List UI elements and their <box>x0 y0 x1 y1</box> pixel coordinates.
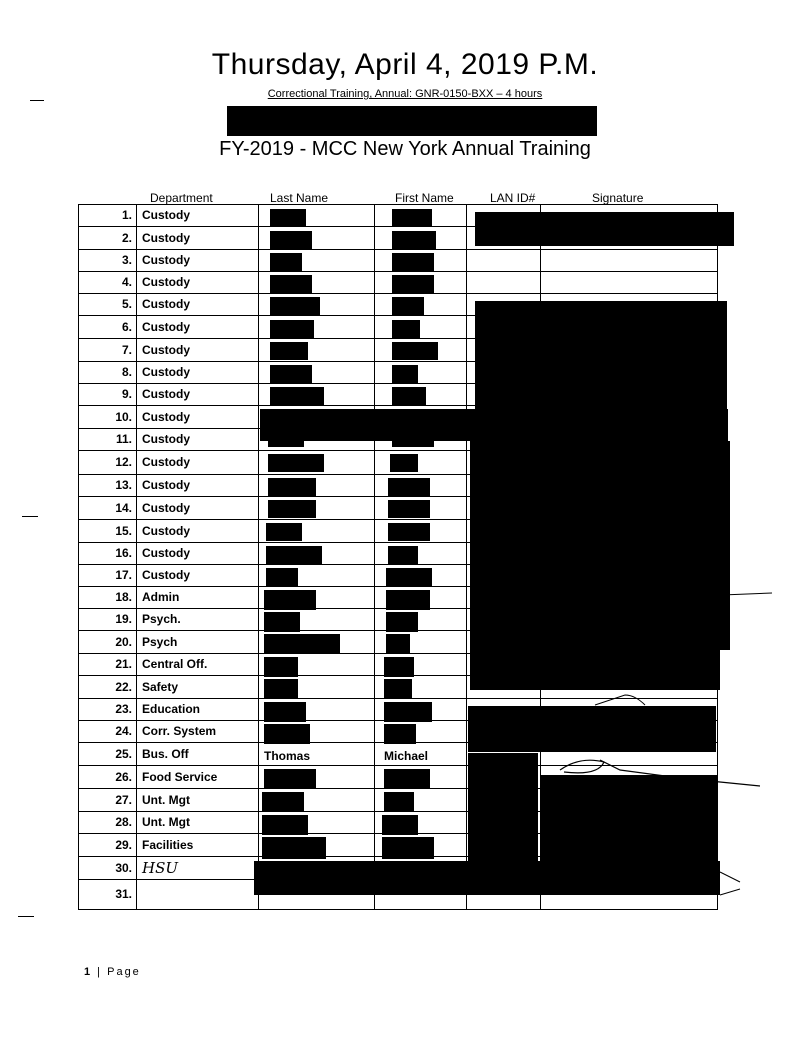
redaction-block <box>384 769 430 789</box>
redaction-block <box>254 861 720 895</box>
row-number: 30. <box>115 861 132 875</box>
redaction-block <box>266 568 298 586</box>
redaction-block <box>264 634 340 654</box>
row-number: 23. <box>115 702 132 716</box>
department-cell: Custody <box>142 320 190 334</box>
redaction-block <box>266 546 322 564</box>
row-number: 14. <box>115 501 132 515</box>
department-cell: Custody <box>142 568 190 582</box>
redaction-block <box>392 275 434 293</box>
redaction-block <box>468 753 538 861</box>
row-number: 10. <box>115 410 132 424</box>
redaction-block <box>386 634 410 654</box>
redaction-block <box>264 769 316 789</box>
redaction-block <box>264 657 298 677</box>
redaction-block <box>268 500 316 518</box>
department-cell: Custody <box>142 253 190 267</box>
department-cell: Custody <box>142 365 190 379</box>
row-number: 29. <box>115 838 132 852</box>
row-number: 16. <box>115 546 132 560</box>
row-number: 24. <box>115 724 132 738</box>
row-number: 27. <box>115 793 132 807</box>
redaction-block <box>264 590 316 610</box>
row-number: 6. <box>121 320 132 334</box>
department-cell: Custody <box>142 387 190 401</box>
department-cell: Food Service <box>142 770 218 784</box>
redaction-block <box>270 297 320 315</box>
redaction-block <box>392 320 420 338</box>
redaction-block <box>262 815 308 835</box>
department-cell: Custody <box>142 297 190 311</box>
row-number: 31. <box>115 887 132 901</box>
page-footer: 1 | Page <box>84 966 141 978</box>
redaction-block <box>475 301 727 409</box>
department-cell: Unt. Mgt <box>142 793 190 807</box>
redaction-block <box>270 365 312 383</box>
department-cell: Custody <box>142 343 190 357</box>
program-heading: FY-2019 - MCC New York Annual Training <box>219 138 591 160</box>
redaction-block <box>384 702 432 722</box>
row-number: 17. <box>115 568 132 582</box>
row-number: 12. <box>115 455 132 469</box>
redaction-block <box>388 500 430 518</box>
column-header-department: Department <box>150 191 213 205</box>
department-cell: Custody <box>142 275 190 289</box>
redaction-block <box>388 546 418 564</box>
first-name-cell: Michael <box>384 749 429 763</box>
redaction-block <box>264 612 300 632</box>
column-header-last-name: Last Name <box>270 191 329 205</box>
row-number: 28. <box>115 815 132 829</box>
redaction-block <box>392 387 426 405</box>
department-cell: Corr. System <box>142 724 217 738</box>
department-cell: Custody <box>142 546 190 560</box>
margin-mark <box>30 100 44 101</box>
redaction-block <box>392 365 418 383</box>
redaction-block <box>384 679 412 699</box>
redaction-block <box>392 209 432 227</box>
row-number: 8. <box>121 365 132 379</box>
column-header-lan-id: LAN ID# <box>490 191 536 205</box>
redaction-block <box>270 209 306 227</box>
department-cell: Admin <box>142 590 180 604</box>
department-cell: Unt. Mgt <box>142 815 190 829</box>
row-number: 21. <box>115 657 132 671</box>
row-number: 19. <box>115 612 132 626</box>
department-cell: Custody <box>142 231 190 245</box>
department-cell: Custody <box>142 524 190 538</box>
department-cell: Custody <box>142 501 190 515</box>
last-name-cell: Thomas <box>264 749 311 763</box>
redaction-block <box>392 231 436 249</box>
department-cell: Custody <box>142 208 190 222</box>
department-cell: Facilities <box>142 838 194 852</box>
redaction-block <box>392 297 424 315</box>
row-number: 1. <box>121 208 132 222</box>
redaction-block <box>388 478 430 496</box>
department-cell: Education <box>142 702 201 716</box>
row-number: 26. <box>115 770 132 784</box>
row-number: 18. <box>115 590 132 604</box>
course-subtitle: Correctional Training, Annual: GNR-0150-BXX – 4 hours <box>267 88 543 100</box>
redaction-block <box>264 724 310 744</box>
page-label: Page <box>107 966 141 978</box>
redaction-block <box>264 679 298 699</box>
redaction-block <box>392 253 434 271</box>
redaction-block <box>260 409 728 441</box>
redaction-block <box>470 650 720 690</box>
page-number: 1 <box>84 966 93 978</box>
redaction-block <box>270 275 312 293</box>
redaction-block <box>262 792 304 812</box>
redaction-block <box>268 478 316 496</box>
redaction-block <box>475 212 734 246</box>
redaction-block <box>270 320 314 338</box>
redaction-block <box>227 106 597 136</box>
department-cell: Psych <box>142 635 178 649</box>
redaction-block <box>382 837 434 859</box>
department-cell: Custody <box>142 478 190 492</box>
redaction-block <box>384 657 414 677</box>
redaction-block <box>266 523 302 541</box>
redaction-block <box>384 724 416 744</box>
redaction-block <box>270 342 308 360</box>
redaction-block <box>390 454 418 472</box>
row-number: 22. <box>115 680 132 694</box>
redaction-block <box>264 702 306 722</box>
redaction-block <box>270 387 324 405</box>
margin-mark <box>18 916 34 917</box>
table-bottom-border <box>78 909 718 910</box>
redaction-block <box>540 775 718 861</box>
row-number: 3. <box>121 253 132 267</box>
redaction-block <box>386 612 418 632</box>
row-number: 2. <box>121 231 132 245</box>
column-header-signature: Signature <box>592 191 644 205</box>
department-cell: Custody <box>142 432 190 446</box>
row-number: 5. <box>121 297 132 311</box>
department-cell: Safety <box>142 680 179 694</box>
department-cell: HSU <box>142 859 178 877</box>
department-cell: Custody <box>142 455 190 469</box>
redaction-block <box>392 342 438 360</box>
department-cell: Custody <box>142 410 190 424</box>
row-number: 11. <box>115 432 132 446</box>
row-number: 13. <box>115 478 132 492</box>
redaction-block <box>386 590 430 610</box>
document-date-title: Thursday, April 4, 2019 P.M. <box>211 48 599 81</box>
redaction-block <box>270 253 302 271</box>
redaction-block <box>268 454 324 472</box>
redaction-block <box>386 568 432 586</box>
row-number: 15. <box>115 524 132 538</box>
row-number: 20. <box>115 635 132 649</box>
redaction-block <box>270 231 312 249</box>
redaction-block <box>468 706 716 752</box>
redaction-block <box>388 523 430 541</box>
department-cell: Bus. Off <box>142 747 189 761</box>
redaction-block <box>470 441 730 650</box>
row-number: 7. <box>121 343 132 357</box>
row-number: 4. <box>121 275 132 289</box>
redaction-block <box>382 815 418 835</box>
row-number: 9. <box>121 387 132 401</box>
department-cell: Central Off. <box>142 657 208 671</box>
redaction-block <box>384 792 414 812</box>
row-number: 25. <box>115 747 132 761</box>
margin-mark <box>22 516 38 517</box>
redaction-block <box>262 837 326 859</box>
column-header-first-name: First Name <box>395 191 454 205</box>
department-cell: Psych. <box>142 612 181 626</box>
